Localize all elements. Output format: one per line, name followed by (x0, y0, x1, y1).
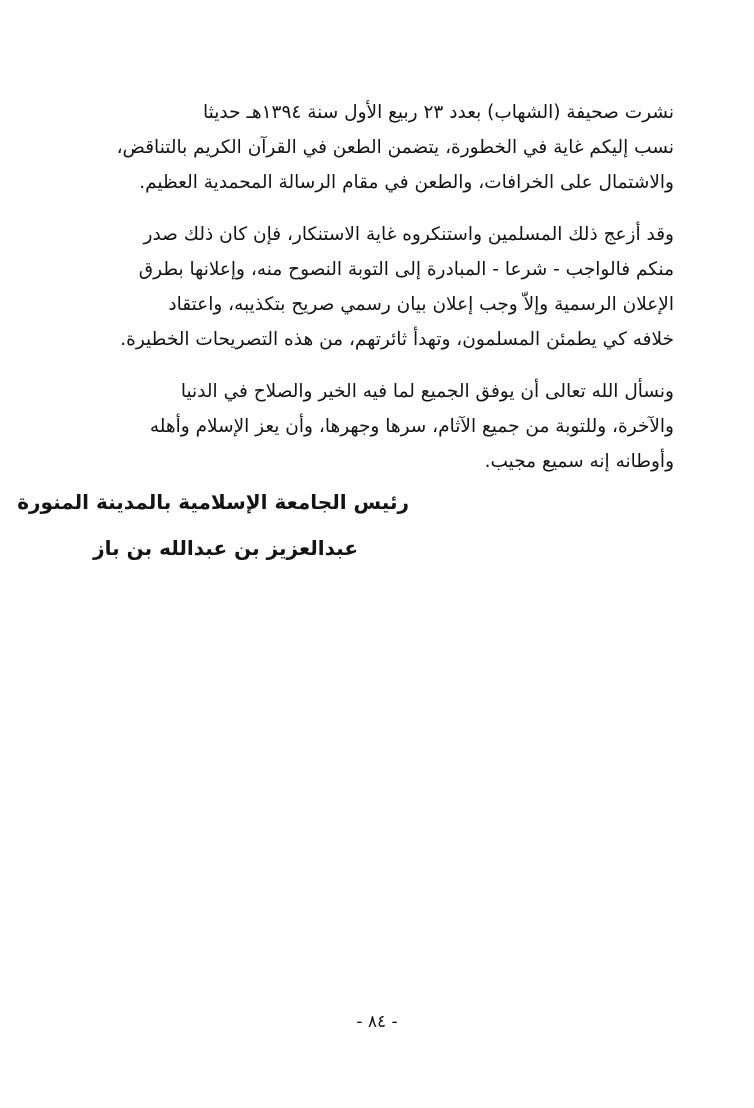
paragraph-line: منكم فالواجب - شرعا - المبادرة إلى التوبة النصوح منه، وإعلانها بطرق (138, 259, 674, 280)
paragraph-2 (78, 217, 674, 357)
paragraph-line: نشرت صحيفة (الشهاب) بعدد ٢٣ ربيع الأول سنة ١٣٩٤هـ حديثا (203, 102, 674, 123)
paragraph-line: خلافه كي يطمئن المسلمون، وتهدأ ثائرتهم، من هذه التصريحات الخطيرة. (120, 329, 674, 350)
paragraph-line: ونسأل الله تعالى أن يوفق الجميع لما فيه الخير والصلاح في الدنيا (180, 381, 674, 402)
signature-title: رئيس الجامعة الإسلامية بالمدينة المنورة (17, 490, 409, 514)
paragraph-1 (78, 95, 674, 200)
paragraph-line: والآخرة، وللتوبة من جميع الآثام، سرها وجهرها، وأن يعز الإسلام وأهله (149, 416, 674, 437)
signature-name: عبدالعزيز بن عبدالله بن باز (93, 536, 358, 560)
paragraph-line: نسب إليكم غاية في الخطورة، يتضمن الطعن في القرآن الكريم بالتناقض، (116, 137, 674, 158)
paragraph-line: الإعلان الرسمية وإلاّ وجب إعلان بيان رسمي صريح بتكذيبه، واعتقاد (168, 294, 674, 315)
paragraph-line: وأوطانه إنه سميع مجيب. (484, 451, 674, 472)
paragraph-line: والاشتمال على الخرافات، والطعن في مقام الرسالة المحمدية العظيم. (139, 172, 674, 193)
paragraph-3 (78, 374, 674, 479)
paragraph-line: وقد أزعج ذلك المسلمين واستنكروه غاية الاستنكار، فإن كان ذلك صدر (143, 224, 674, 245)
page-number: - ٨٤ - (356, 1012, 398, 1032)
